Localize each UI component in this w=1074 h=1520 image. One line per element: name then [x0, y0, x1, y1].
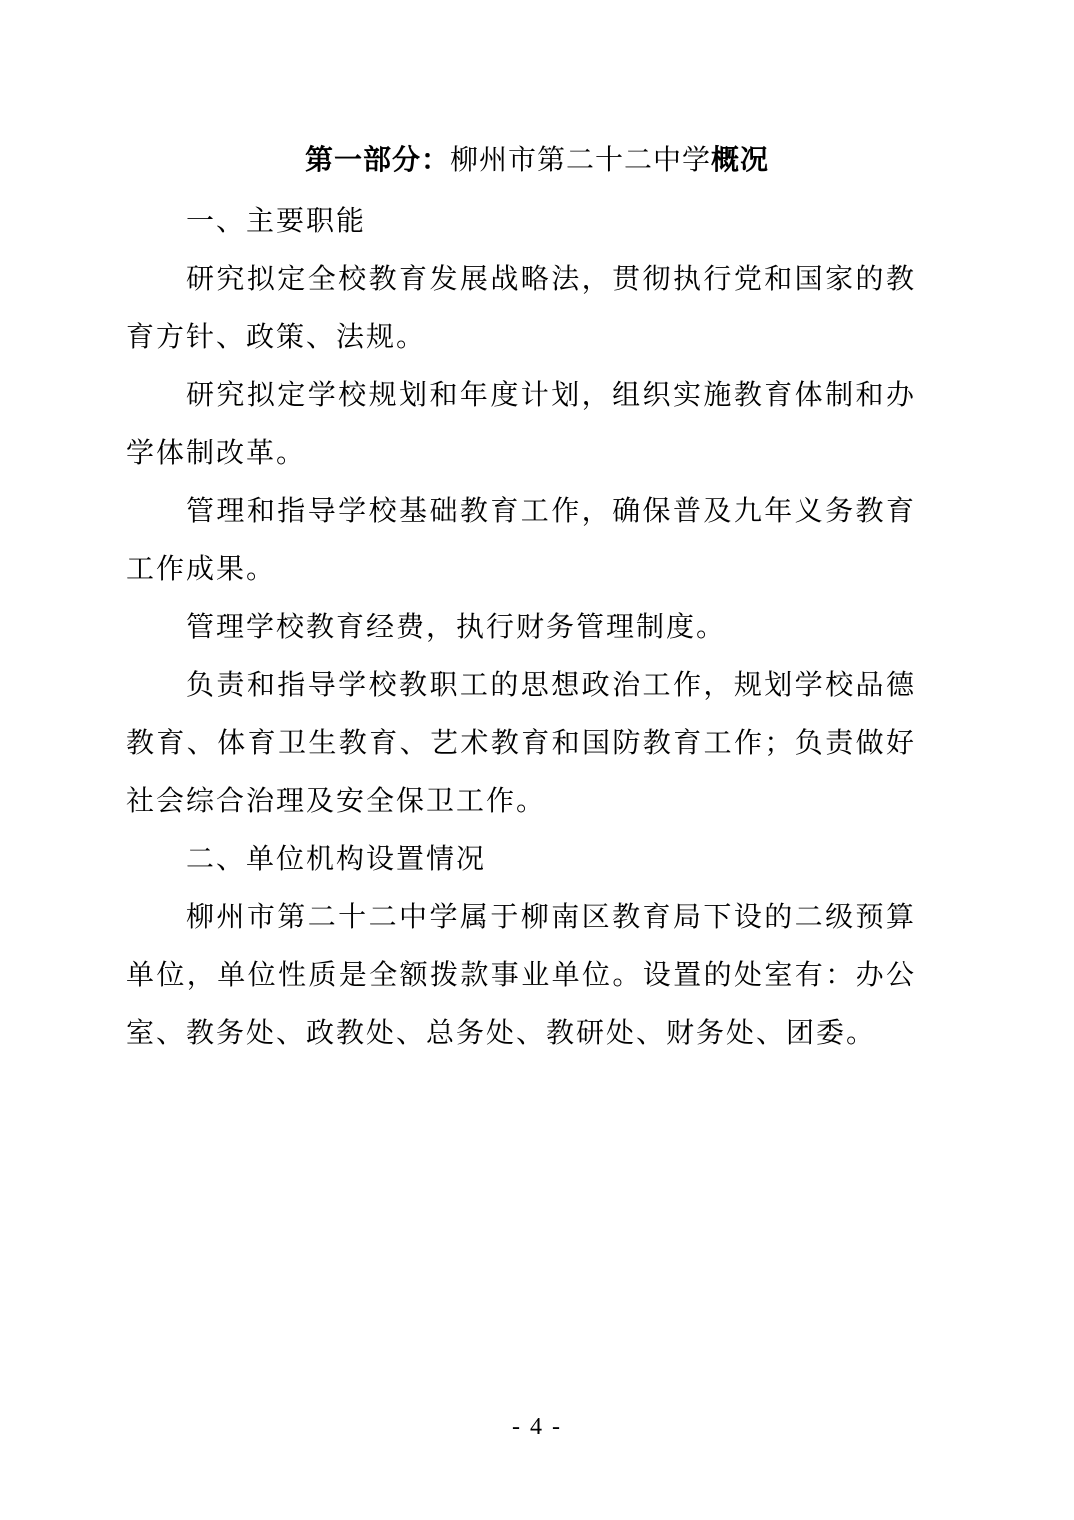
paragraph-political-work: 负责和指导学校教职工的思想政治工作，规划学校品德教育、体育卫生教育、艺术教育和国防教育工作；负责做好社会综合治理及安全保卫工作。: [126, 668, 916, 817]
section-heading-organization: 二、单位机构设置情况: [186, 842, 487, 875]
document-title: [0, 140, 1074, 180]
paragraph-strategy: 研究拟定全校教育发展战略法，贯彻执行党和国家的教育方针、政策、法规。: [126, 262, 916, 353]
paragraph-finance: 管理学校教育经费，执行财务管理制度。: [186, 610, 727, 643]
title-school-name: 柳州市第二十二中学: [449, 143, 711, 176]
page-number: - 4 -: [512, 1414, 562, 1440]
paragraph-basic-education: 管理和指导学校基础教育工作，确保普及九年义务教育工作成果。: [126, 494, 916, 585]
paragraph-organization: 柳州市第二十二中学属于柳南区教育局下设的二级预算单位，单位性质是全额拨款事业单位。设置的处室有：办公室、教务处、政教处、总务处、教研处、财务处、团委。: [126, 900, 916, 1049]
title-part-label: 第一部分：: [304, 143, 450, 176]
section-heading-main-functions: 一、主要职能: [186, 204, 367, 237]
document-body: [126, 192, 916, 1062]
paragraph-planning: 研究拟定学校规划和年度计划，组织实施教育体制和办学体制改革。: [126, 378, 916, 469]
title-suffix: 概况: [711, 143, 770, 176]
